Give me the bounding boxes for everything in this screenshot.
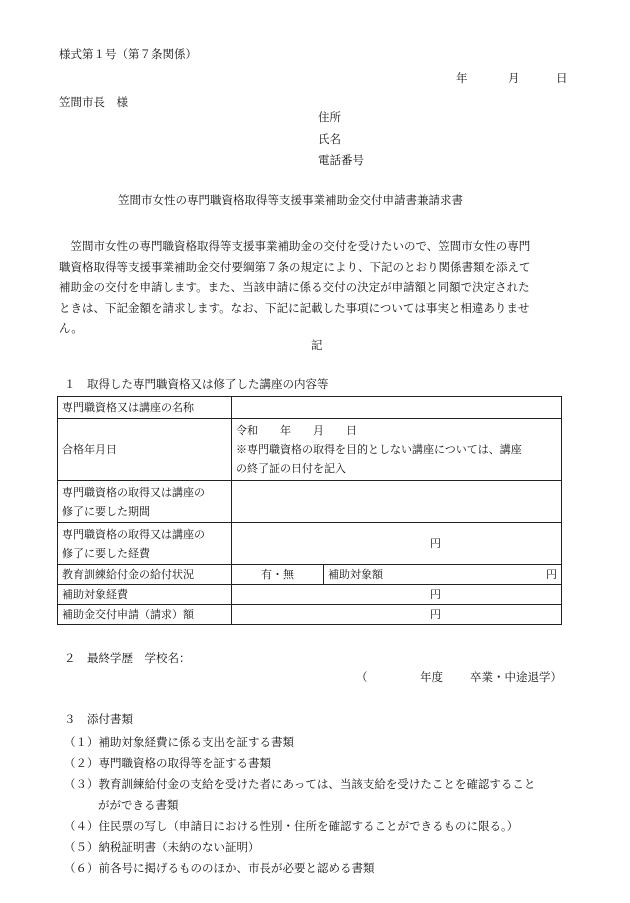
- pass-date-field[interactable]: [232, 419, 562, 481]
- required-period-field[interactable]: [232, 481, 562, 523]
- applicant-phone-label: 電話番号: [318, 153, 364, 167]
- applicant-address-label: 住所: [318, 110, 341, 124]
- required-period-label-line: 専門職資格の取得又は講座の: [62, 485, 205, 499]
- qualification-name-label: 専門職資格又は講座の名称: [58, 397, 232, 419]
- addressee: 笠間市長 様: [59, 95, 128, 109]
- list-item: （５）納税証明書（未納のない証明）: [64, 840, 260, 854]
- section1-heading: １ 取得した専門職資格又は修了した講座の内容等: [64, 377, 329, 391]
- benefit-status-label: 教育訓練給付金の給付状況: [58, 565, 232, 585]
- education-status: 卒業・中途退学）: [470, 670, 562, 684]
- paragraph-line: ときは、下記金額を請求します。なお、下記に記載した事項については事実と相違ありませ: [59, 300, 530, 315]
- yen-unit: 円: [546, 568, 557, 581]
- application-paragraph: [59, 236, 571, 339]
- section3-heading: ３ 添付書類: [64, 712, 133, 726]
- paragraph-line: ん。: [59, 321, 83, 335]
- eligible-cost-label: 補助対象経費: [58, 585, 232, 605]
- list-item: （４）住民票の写し（申請日における性別・住所を確認することができるものに限る。）: [64, 819, 519, 833]
- grant-request-label: 補助金交付申請（請求）額: [58, 605, 232, 625]
- date-month-label: 月: [508, 71, 520, 85]
- pass-date-note: ※専門職資格の取得を目的としない講座については、講座: [236, 443, 522, 456]
- grant-request-field[interactable]: [232, 605, 562, 625]
- benefit-amount-field[interactable]: [324, 565, 562, 585]
- ki-mark: 記: [311, 338, 323, 352]
- document-title: 笠間市女性の専門職資格取得等支援事業補助金交付申請書兼請求書: [118, 193, 463, 207]
- required-cost-label: [58, 523, 232, 565]
- required-cost-field[interactable]: [232, 523, 562, 565]
- required-period-label-line: 修了に要した期間: [62, 504, 150, 518]
- applicant-name-label: 氏名: [318, 132, 341, 146]
- list-item: （３）教育訓練給付金の支給を受けた者にあっては、当該支給を受けたことを確認すること: [64, 777, 536, 791]
- section2-heading: ２ 最終学歴 学校名：: [64, 651, 191, 665]
- required-period-label: [58, 481, 232, 523]
- education-year-label: 年度: [420, 670, 443, 684]
- date-day-label: 日: [556, 71, 568, 85]
- pass-date-note: の終了証の日付を記入: [236, 462, 346, 475]
- required-cost-label-line: 修了に要した経費: [62, 546, 150, 560]
- list-item-continuation: がができる書類: [98, 798, 179, 812]
- eligible-cost-field[interactable]: [232, 585, 562, 605]
- paragraph-line: 職資格取得等支援事業補助金交付要綱第７条の規定により、下記のとおり関係書類を添えて: [59, 259, 531, 274]
- form-label: 様式第１号（第７条関係）: [59, 47, 197, 61]
- date-year-label: 年: [456, 71, 468, 85]
- list-item: （６）前各号に掲げるもののほか、市長が必要と認める書類: [64, 861, 375, 875]
- qualification-name-field[interactable]: [232, 397, 562, 419]
- list-item: （１）補助対象経費に係る支出を証する書類: [64, 735, 294, 749]
- yen-unit: 円: [430, 588, 441, 601]
- pass-date-label: 合格年月日: [58, 419, 232, 481]
- benefit-choice[interactable]: 有・無: [232, 565, 324, 585]
- benefit-amount-label: 補助対象額: [328, 568, 383, 581]
- paragraph-line: 補助金の交付を申請します。また、当該申請に係る交付の決定が申請額と同額で決定された: [59, 280, 530, 294]
- education-open-paren: （: [356, 670, 368, 684]
- attachments-list: [64, 732, 535, 879]
- application-table: [57, 396, 562, 625]
- required-cost-label-line: 専門職資格の取得又は講座の: [62, 527, 205, 541]
- yen-unit: 円: [430, 537, 441, 550]
- list-item: （２）専門職資格の取得等を証する書類: [64, 756, 271, 770]
- yen-unit: 円: [430, 608, 441, 621]
- pass-date-value: 令和 年 月 日: [236, 424, 357, 437]
- paragraph-line: 笠間市女性の専門職資格取得等支援事業補助金の交付を受けたいので、笠間市女性の専門: [59, 239, 531, 253]
